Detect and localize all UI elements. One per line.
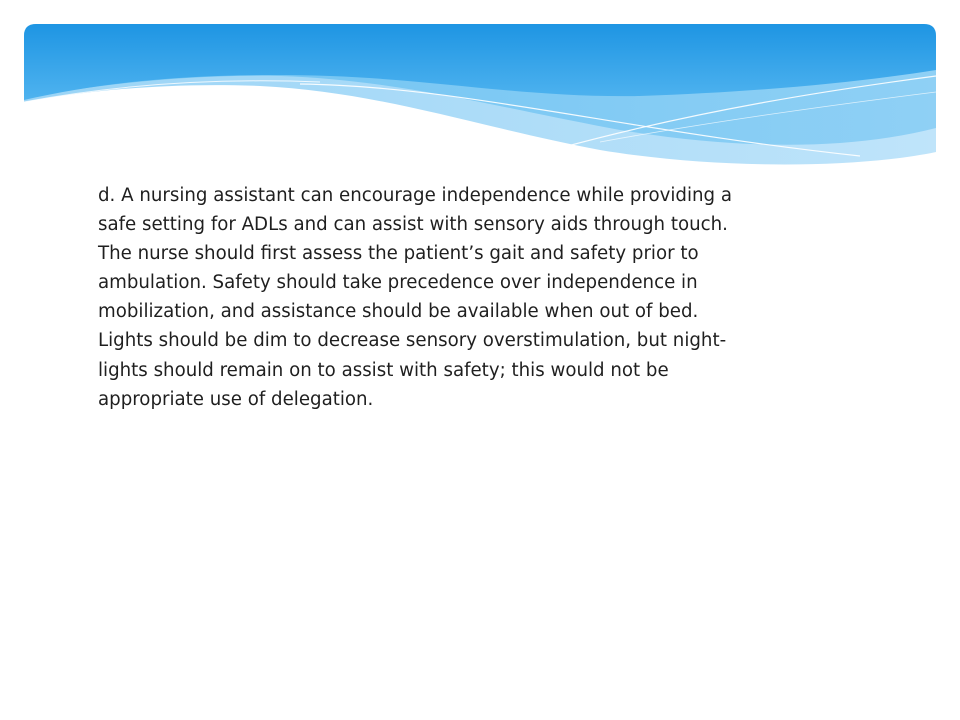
answer-line-4: ambulation. Safety should take precedence over independence in	[98, 272, 698, 294]
answer-line-1: d. A nursing assistant can encourage independence while providing a	[98, 185, 732, 206]
answer-line-3: The nurse should first assess the patient’s gait and safety prior to	[98, 243, 699, 265]
answer-line-2: safe setting for ADLs and can assist with sensory aids through touch.	[98, 214, 728, 236]
answer-line-5: mobilization, and assistance should be available when out of bed.	[98, 301, 699, 323]
answer-line-7: lights should remain on to assist with safety; this would not be	[98, 359, 669, 381]
header-wave-banner	[0, 0, 960, 200]
answer-rationale-text	[98, 181, 818, 414]
answer-line-8: appropriate use of delegation.	[98, 388, 374, 410]
wave-graphic	[0, 0, 960, 200]
answer-line-6: Lights should be dim to decrease sensory overstimulation, but night-	[98, 330, 727, 352]
